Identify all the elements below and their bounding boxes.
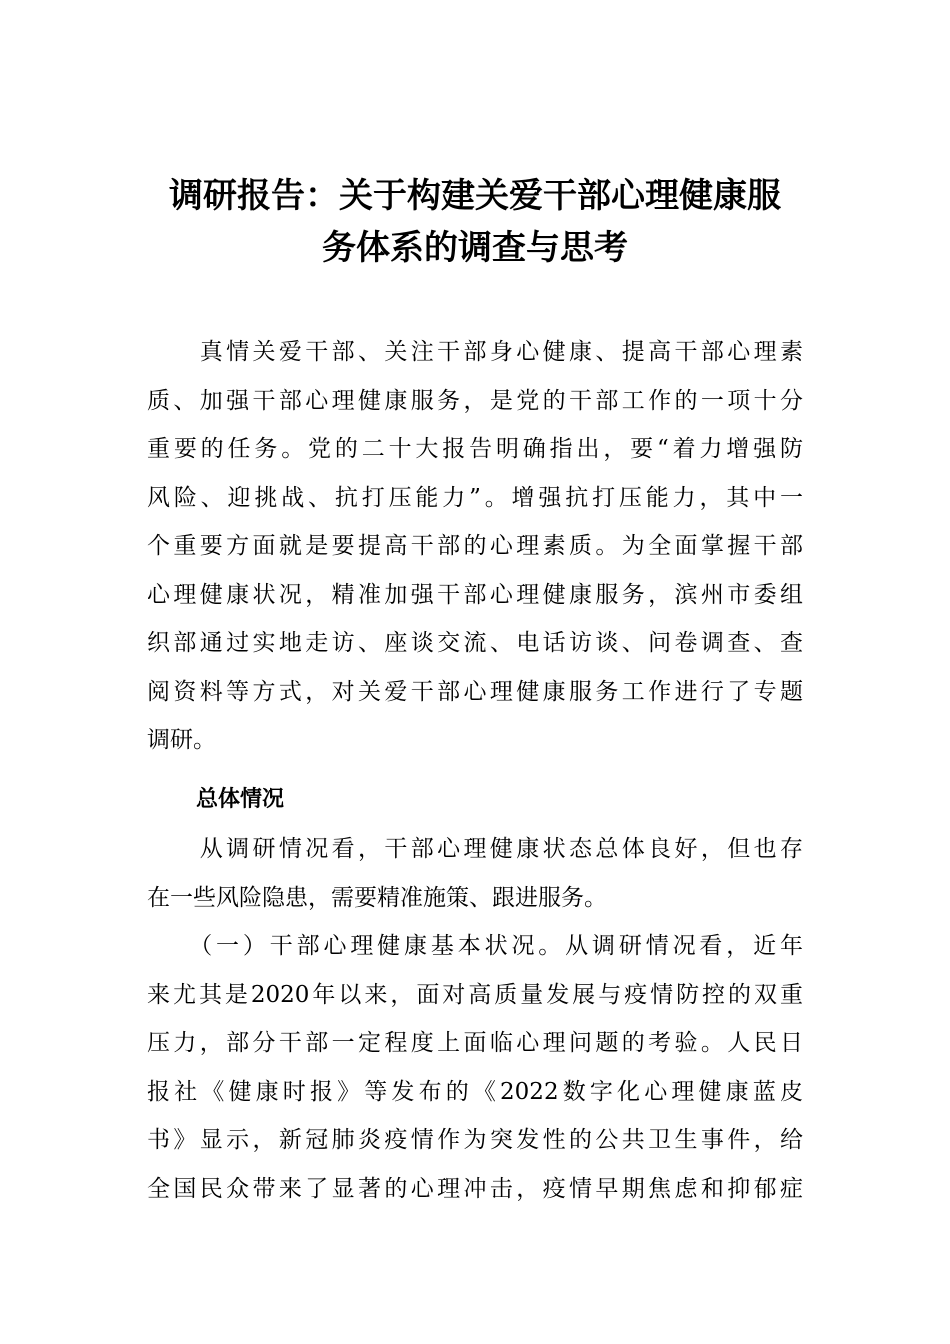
section-heading: 总体情况 bbox=[196, 787, 285, 812]
paragraph-line: 质、加强干部心理健康服务，是党的干部工作的一项十分 bbox=[147, 387, 803, 414]
paragraph-line: 报社《健康时报》等发布的《2022数字化心理健康蓝皮 bbox=[147, 1078, 803, 1105]
paragraph-line: 个重要方面就是要提高干部的心理素质。为全面掌握干部 bbox=[147, 533, 803, 559]
paragraph-line: 风险、迎挑战、抗打压能力”。增强抗打压能力，其中一 bbox=[147, 484, 803, 511]
paragraph-line: 重要的任务。党的二十大报告明确指出，要“着力增强防 bbox=[147, 436, 803, 462]
title-line-2: 务体系的调查与思考 bbox=[322, 228, 628, 268]
paragraph-line: 来尤其是2020年以来，面对高质量发展与疫情防控的双重 bbox=[147, 981, 803, 1008]
paragraph-line: 调研。 bbox=[147, 727, 216, 753]
intro-paragraph bbox=[147, 328, 803, 765]
paragraph-line: 阅资料等方式，对关爱干部心理健康服务工作进行了专题 bbox=[147, 678, 803, 705]
paragraph-line: 压力，部分干部一定程度上面临心理问题的考验。人民日 bbox=[147, 1030, 803, 1056]
paragraph-line: 书》显示，新冠肺炎疫情作为突发性的公共卫生事件，给 bbox=[147, 1127, 803, 1153]
paragraph-line: （一）干部心理健康基本状况。从调研情况看，近年 bbox=[147, 933, 803, 959]
document-title bbox=[120, 170, 830, 274]
paragraph-line: 织部通过实地走访、座谈交流、电话访谈、问卷调查、查 bbox=[147, 630, 803, 656]
paragraph-line: 心理健康状况，精准加强干部心理健康服务，滨州市委组 bbox=[147, 581, 803, 608]
paragraph-line: 在一些风险隐患，需要精准施策、跟进服务。 bbox=[147, 884, 607, 911]
overview-paragraph bbox=[147, 825, 803, 922]
paragraph-line: 全国民众带来了显著的心理冲击，疫情早期焦虑和抑郁症 bbox=[147, 1175, 803, 1202]
paragraph-line: 从调研情况看，干部心理健康状态总体良好，但也存 bbox=[147, 836, 803, 862]
status-paragraph bbox=[147, 922, 803, 1213]
paragraph-line: 真情关爱干部、关注干部身心健康、提高干部心理素 bbox=[147, 339, 803, 365]
title-line-1: 调研报告：关于构建关爱干部心理健康服 bbox=[169, 176, 781, 216]
